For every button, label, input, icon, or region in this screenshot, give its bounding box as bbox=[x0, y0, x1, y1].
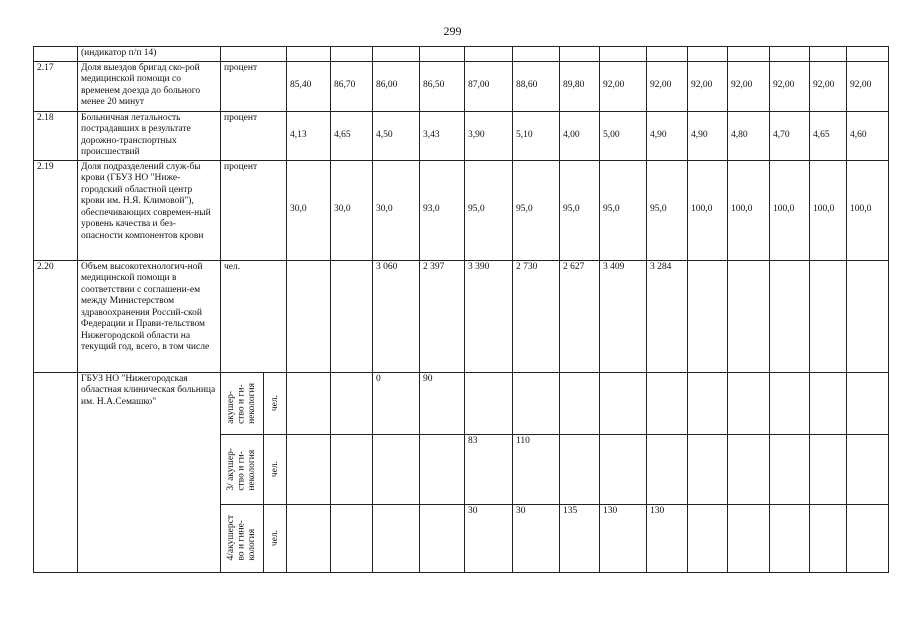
value-cell: 4,13 bbox=[287, 111, 331, 160]
value-cell bbox=[287, 372, 331, 434]
value-cell: 4,90 bbox=[688, 111, 728, 160]
value-cell: 3 284 bbox=[647, 260, 688, 372]
value-cell: 0 bbox=[373, 372, 420, 434]
value-cell: 4,80 bbox=[728, 111, 770, 160]
value-cell: 92,00 bbox=[647, 61, 688, 111]
value-cell: 88,60 bbox=[513, 61, 560, 111]
profile-label: 3/ акушер- ство и ги- некология bbox=[226, 447, 258, 491]
value-cell bbox=[600, 47, 647, 62]
value-cell: 4,90 bbox=[647, 111, 688, 160]
value-cell: 135 bbox=[560, 504, 600, 572]
value-cell bbox=[287, 434, 331, 504]
unit-label: чел. bbox=[269, 460, 280, 478]
value-cell bbox=[373, 434, 420, 504]
value-cell bbox=[373, 504, 420, 572]
value-cell: 86,70 bbox=[331, 61, 373, 111]
value-cell: 30,0 bbox=[373, 160, 420, 260]
value-cell bbox=[810, 260, 847, 372]
unit-cell bbox=[264, 372, 287, 434]
value-cell bbox=[728, 47, 770, 62]
value-cell bbox=[465, 372, 513, 434]
profile-label: 4/акушерст во и гине- кология bbox=[226, 515, 258, 561]
table-row bbox=[34, 160, 889, 260]
value-cell bbox=[847, 260, 889, 372]
value-cell: 4,65 bbox=[810, 111, 847, 160]
value-cell bbox=[647, 372, 688, 434]
value-cell bbox=[688, 260, 728, 372]
value-cell: 130 bbox=[647, 504, 688, 572]
value-cell bbox=[600, 434, 647, 504]
value-cell bbox=[420, 47, 465, 62]
row-number-cell bbox=[34, 47, 78, 62]
value-cell: 86,50 bbox=[420, 61, 465, 111]
profile-cell bbox=[221, 372, 264, 434]
value-cell bbox=[847, 434, 889, 504]
value-cell bbox=[770, 504, 810, 572]
profile-cell bbox=[221, 504, 264, 572]
value-cell bbox=[560, 372, 600, 434]
value-cell bbox=[287, 260, 331, 372]
value-cell: 92,00 bbox=[847, 61, 889, 111]
value-cell: 4,70 bbox=[770, 111, 810, 160]
value-cell: 92,00 bbox=[688, 61, 728, 111]
row-number-cell: 2.17 bbox=[34, 61, 78, 111]
hospital-name-cell: ГБУЗ НО "Нижегородская областная клиническая больница им. Н.А.Семашко" bbox=[78, 372, 221, 572]
value-cell bbox=[847, 47, 889, 62]
value-cell bbox=[560, 47, 600, 62]
value-cell: 100,0 bbox=[810, 160, 847, 260]
table-row-sub bbox=[34, 372, 889, 434]
unit-cell: процент bbox=[221, 111, 287, 160]
value-cell bbox=[728, 434, 770, 504]
value-cell: 2 730 bbox=[513, 260, 560, 372]
unit-cell bbox=[264, 434, 287, 504]
indicator-name-cell: Доля выездов бригад ско-рой медицинской помощи со временем доезда до больного менее 20 минут bbox=[78, 61, 221, 111]
value-cell bbox=[688, 47, 728, 62]
value-cell bbox=[810, 47, 847, 62]
profile-cell bbox=[221, 434, 264, 504]
value-cell bbox=[770, 47, 810, 62]
value-cell bbox=[331, 504, 373, 572]
indicator-name-cell: Доля подразделений служ-бы крови (ГБУЗ НО "Ниже-городский областной центр крови им. Н.Я. Климовой"), обеспечивающих современ-ный уровень качества и без-опасности компонентов крови bbox=[78, 160, 221, 260]
value-cell: 89,80 bbox=[560, 61, 600, 111]
value-cell: 95,0 bbox=[560, 160, 600, 260]
value-cell: 3 060 bbox=[373, 260, 420, 372]
unit-label: чел. bbox=[269, 394, 280, 412]
value-cell bbox=[287, 504, 331, 572]
value-cell bbox=[331, 434, 373, 504]
value-cell: 5,10 bbox=[513, 111, 560, 160]
value-cell bbox=[513, 47, 560, 62]
value-cell bbox=[728, 260, 770, 372]
value-cell: 130 bbox=[600, 504, 647, 572]
value-cell: 95,0 bbox=[600, 160, 647, 260]
value-cell: 30 bbox=[465, 504, 513, 572]
value-cell bbox=[810, 372, 847, 434]
value-cell bbox=[728, 372, 770, 434]
value-cell: 100,0 bbox=[770, 160, 810, 260]
value-cell bbox=[688, 504, 728, 572]
profile-label: акушер- ство и ги- некология bbox=[226, 382, 258, 424]
value-cell bbox=[373, 47, 420, 62]
value-cell: 92,00 bbox=[770, 61, 810, 111]
value-cell: 85,40 bbox=[287, 61, 331, 111]
value-cell: 30,0 bbox=[331, 160, 373, 260]
indicator-name-cell: (индикатор п/п 14) bbox=[78, 47, 221, 62]
value-cell bbox=[810, 434, 847, 504]
value-cell bbox=[560, 434, 600, 504]
value-cell bbox=[770, 372, 810, 434]
value-cell: 5,00 bbox=[600, 111, 647, 160]
value-cell: 100,0 bbox=[728, 160, 770, 260]
value-cell: 3 409 bbox=[600, 260, 647, 372]
row-number-cell bbox=[34, 372, 78, 572]
value-cell bbox=[420, 504, 465, 572]
value-cell: 87,00 bbox=[465, 61, 513, 111]
value-cell: 90 bbox=[420, 372, 465, 434]
value-cell bbox=[770, 434, 810, 504]
value-cell: 92,00 bbox=[810, 61, 847, 111]
value-cell bbox=[728, 504, 770, 572]
unit-cell bbox=[264, 504, 287, 572]
indicator-name-cell: Объем высокотехнологич-ной медицинской помощи в соответствии с соглашени-ем между Министерством здравоохранения Россий-ской Федерации и Прави-тельством Нижегородской области на текущий год, всего, в том числе bbox=[78, 260, 221, 372]
unit-cell: процент bbox=[221, 61, 287, 111]
value-cell: 92,00 bbox=[600, 61, 647, 111]
value-cell bbox=[647, 434, 688, 504]
value-cell bbox=[770, 260, 810, 372]
value-cell: 2 397 bbox=[420, 260, 465, 372]
unit-cell bbox=[221, 47, 287, 62]
table-row-continuation bbox=[34, 47, 889, 62]
value-cell: 3,90 bbox=[465, 111, 513, 160]
page-number: 299 bbox=[443, 24, 462, 38]
table-row bbox=[34, 260, 889, 372]
value-cell bbox=[810, 504, 847, 572]
value-cell bbox=[331, 47, 373, 62]
value-cell: 110 bbox=[513, 434, 560, 504]
value-cell bbox=[287, 47, 331, 62]
value-cell bbox=[465, 47, 513, 62]
value-cell bbox=[647, 47, 688, 62]
value-cell: 2 627 bbox=[560, 260, 600, 372]
value-cell: 100,0 bbox=[847, 160, 889, 260]
value-cell: 92,00 bbox=[728, 61, 770, 111]
indicator-table bbox=[33, 46, 889, 573]
value-cell: 100,0 bbox=[688, 160, 728, 260]
table-row bbox=[34, 111, 889, 160]
value-cell bbox=[331, 372, 373, 434]
value-cell bbox=[331, 260, 373, 372]
value-cell bbox=[513, 372, 560, 434]
row-number-cell: 2.20 bbox=[34, 260, 78, 372]
value-cell bbox=[847, 372, 889, 434]
indicator-name-cell: Больничная летальность пострадавших в результате дорожно-транспортных происшествий bbox=[78, 111, 221, 160]
value-cell: 83 bbox=[465, 434, 513, 504]
value-cell bbox=[688, 434, 728, 504]
value-cell: 95,0 bbox=[465, 160, 513, 260]
value-cell: 3 390 bbox=[465, 260, 513, 372]
value-cell: 95,0 bbox=[647, 160, 688, 260]
value-cell bbox=[688, 372, 728, 434]
value-cell: 4,65 bbox=[331, 111, 373, 160]
unit-cell: чел. bbox=[221, 260, 287, 372]
unit-label: чел. bbox=[269, 529, 280, 547]
value-cell bbox=[847, 504, 889, 572]
value-cell: 4,50 bbox=[373, 111, 420, 160]
table-row bbox=[34, 61, 889, 111]
value-cell bbox=[600, 372, 647, 434]
value-cell: 93,0 bbox=[420, 160, 465, 260]
value-cell bbox=[420, 434, 465, 504]
value-cell: 30,0 bbox=[287, 160, 331, 260]
value-cell: 30 bbox=[513, 504, 560, 572]
row-number-cell: 2.19 bbox=[34, 160, 78, 260]
value-cell: 95,0 bbox=[513, 160, 560, 260]
row-number-cell: 2.18 bbox=[34, 111, 78, 160]
value-cell: 3,43 bbox=[420, 111, 465, 160]
value-cell: 4,60 bbox=[847, 111, 889, 160]
value-cell: 86,00 bbox=[373, 61, 420, 111]
value-cell: 4,00 bbox=[560, 111, 600, 160]
unit-cell: процент bbox=[221, 160, 287, 260]
